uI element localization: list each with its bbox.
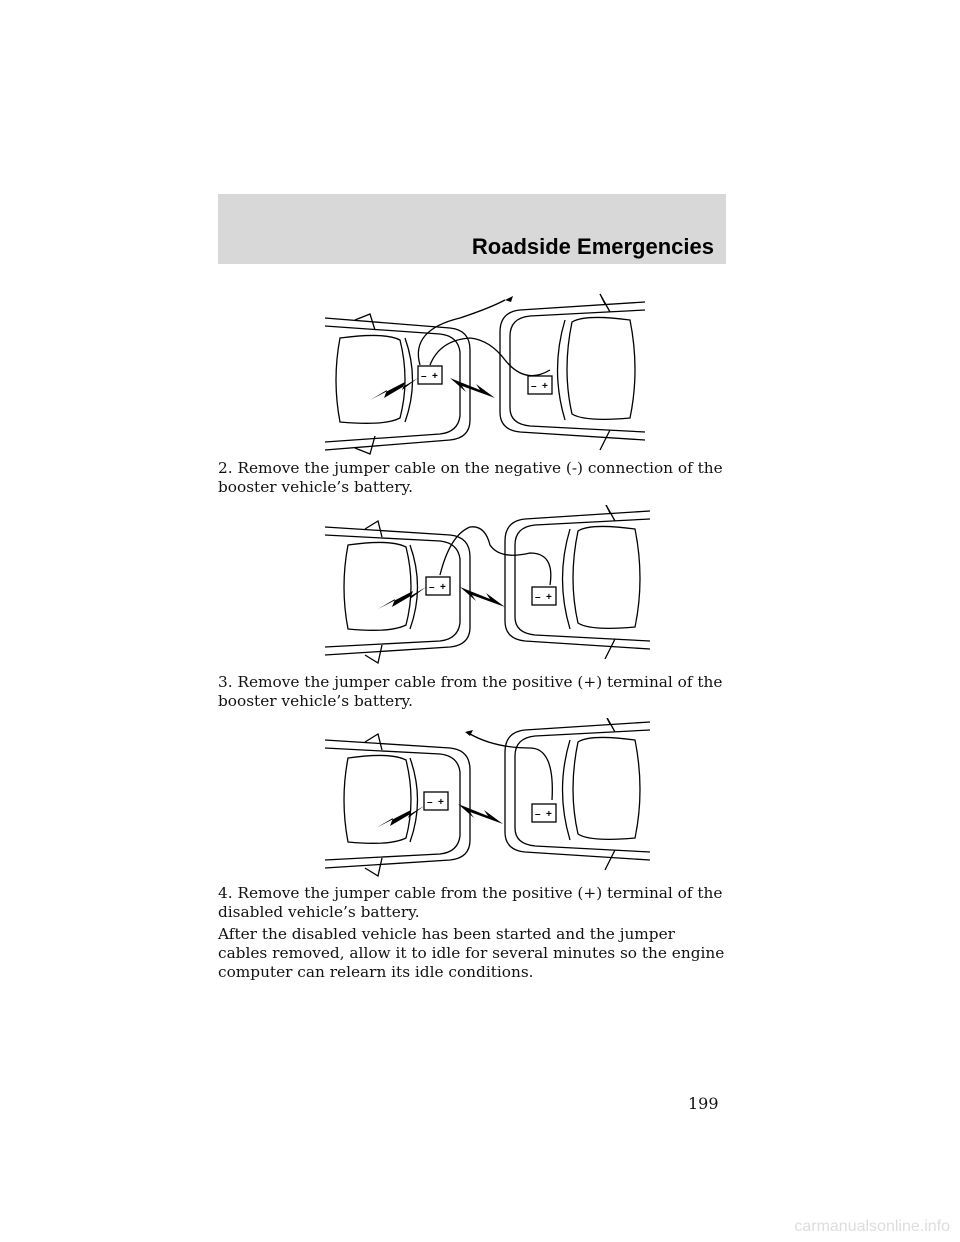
watermark: carmanualsonline.info: [794, 1218, 950, 1235]
battery-minus: –: [429, 582, 435, 593]
battery-plus: +: [440, 582, 446, 593]
battery-plus: +: [546, 809, 552, 820]
battery-icon: [528, 376, 552, 394]
section-title: Roadside Emergencies: [471, 234, 714, 259]
spark-icon: [450, 378, 495, 398]
spark-icon: [378, 587, 426, 609]
spark-icon: [458, 804, 503, 824]
battery-plus: +: [546, 592, 552, 603]
step-2-text: 2. Remove the jumper cable on the negative (-) connection of the booster vehicle’s battery.: [218, 459, 723, 496]
battery-minus: –: [535, 809, 541, 820]
figure-jumper-step-1: [310, 290, 660, 455]
figure-jumper-step-3: [310, 718, 660, 878]
spark-icon: [460, 587, 505, 607]
section-header: [218, 194, 726, 264]
battery-icon: [426, 577, 450, 595]
battery-minus: –: [531, 381, 537, 392]
figure-jumper-step-2: [310, 505, 660, 665]
step-4-text: 4. Remove the jumper cable from the positive (+) terminal of the disabled vehicle’s battery.: [218, 884, 723, 921]
battery-icon: [424, 792, 448, 810]
jumper-diagram-3: [310, 718, 660, 878]
battery-plus: +: [438, 797, 444, 808]
battery-icon: [418, 366, 442, 384]
step-3-text: 3. Remove the jumper cable from the positive (+) terminal of the booster vehicle’s battery.: [218, 673, 723, 710]
battery-icon: [532, 804, 556, 822]
after-note-text: After the disabled vehicle has been started and the jumper cables removed, allow it to idle for several minutes so the engine computer can relearn its idle conditions.: [218, 925, 725, 981]
page-number: 199: [688, 1094, 719, 1113]
battery-minus: –: [427, 797, 433, 808]
battery-icon: [532, 587, 556, 605]
jumper-diagram-2: [310, 505, 660, 665]
battery-plus: +: [432, 371, 438, 382]
battery-plus: +: [542, 381, 548, 392]
battery-minus: –: [421, 371, 427, 382]
jumper-diagram-1: [310, 290, 660, 455]
battery-minus: –: [535, 592, 541, 603]
